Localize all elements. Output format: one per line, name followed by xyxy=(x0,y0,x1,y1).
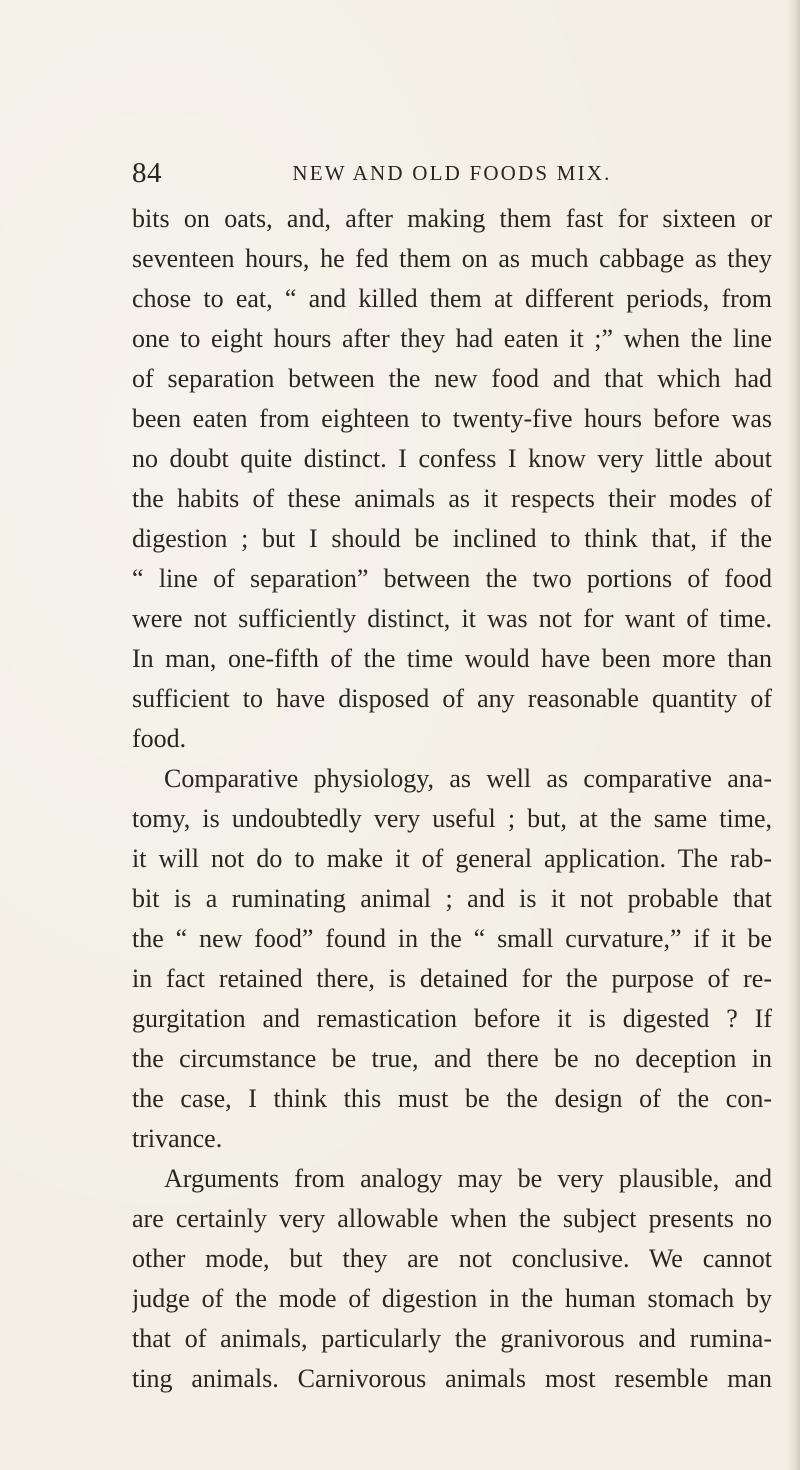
text-line: it will not do to make it of general application. The rab- xyxy=(132,844,772,873)
text-line: bits on oats, and, after making them fast for sixteen or xyxy=(132,204,772,233)
paragraph xyxy=(132,1159,772,1399)
page-number: 84 xyxy=(132,157,162,189)
text-line: no doubt quite distinct. I confess I know very little about xyxy=(132,444,772,473)
text-line: been eaten from eighteen to twenty-five hours before was xyxy=(132,404,772,433)
text-line: seventeen hours, he fed them on as much cabbage as they xyxy=(132,244,772,273)
text-line: In man, one-fifth of the time would have been more than xyxy=(132,644,772,673)
text-line: ting animals. Carnivorous animals most resemble man xyxy=(132,1364,772,1393)
text-line: digestion ; but I should be inclined to think that, if the xyxy=(132,524,772,553)
running-head: NEW AND OLD FOODS MIX. xyxy=(292,161,612,185)
text-line: are certainly very allowable when the subject presents no xyxy=(132,1204,772,1233)
body-text xyxy=(132,199,772,1399)
text-line: of separation between the new food and that which had xyxy=(132,364,772,393)
text-line: Arguments from analogy may be very plausible, and xyxy=(164,1164,772,1193)
text-line: in fact retained there, is detained for the purpose of re- xyxy=(132,964,772,993)
text-line: bit is a ruminating animal ; and is it not probable that xyxy=(132,884,772,913)
text-line: “ line of separation” between the two portions of food xyxy=(132,564,772,593)
text-line: food. xyxy=(132,724,187,753)
paragraph xyxy=(132,199,772,759)
text-line: tomy, is undoubtedly very useful ; but, at the same time, xyxy=(132,804,772,833)
text-line: the circumstance be true, and there be no deception in xyxy=(132,1044,772,1073)
text-line: the case, I think this must be the design of the con- xyxy=(132,1084,772,1113)
page-edge-shadow xyxy=(786,0,800,1470)
text-line: that of animals, particularly the granivorous and rumina- xyxy=(132,1324,772,1353)
text-line: were not sufficiently distinct, it was not for want of time. xyxy=(132,604,772,633)
text-line: Comparative physiology, as well as comparative ana- xyxy=(164,764,772,793)
text-line: gurgitation and remastication before it is digested ? If xyxy=(132,1004,772,1033)
text-line: chose to eat, “ and killed them at different periods, from xyxy=(132,284,772,313)
text-line: other mode, but they are not conclusive. We cannot xyxy=(132,1244,772,1273)
page-header xyxy=(132,155,772,191)
text-line: sufficient to have disposed of any reasonable quantity of xyxy=(132,684,772,713)
text-line: one to eight hours after they had eaten it ;” when the line xyxy=(132,324,772,353)
text-line: judge of the mode of digestion in the human stomach by xyxy=(132,1284,772,1313)
text-line: the “ new food” found in the “ small curvature,” if it be xyxy=(132,924,772,953)
paragraph xyxy=(132,759,772,1159)
text-line: the habits of these animals as it respects their modes of xyxy=(132,484,772,513)
text-line: trivance. xyxy=(132,1124,223,1153)
